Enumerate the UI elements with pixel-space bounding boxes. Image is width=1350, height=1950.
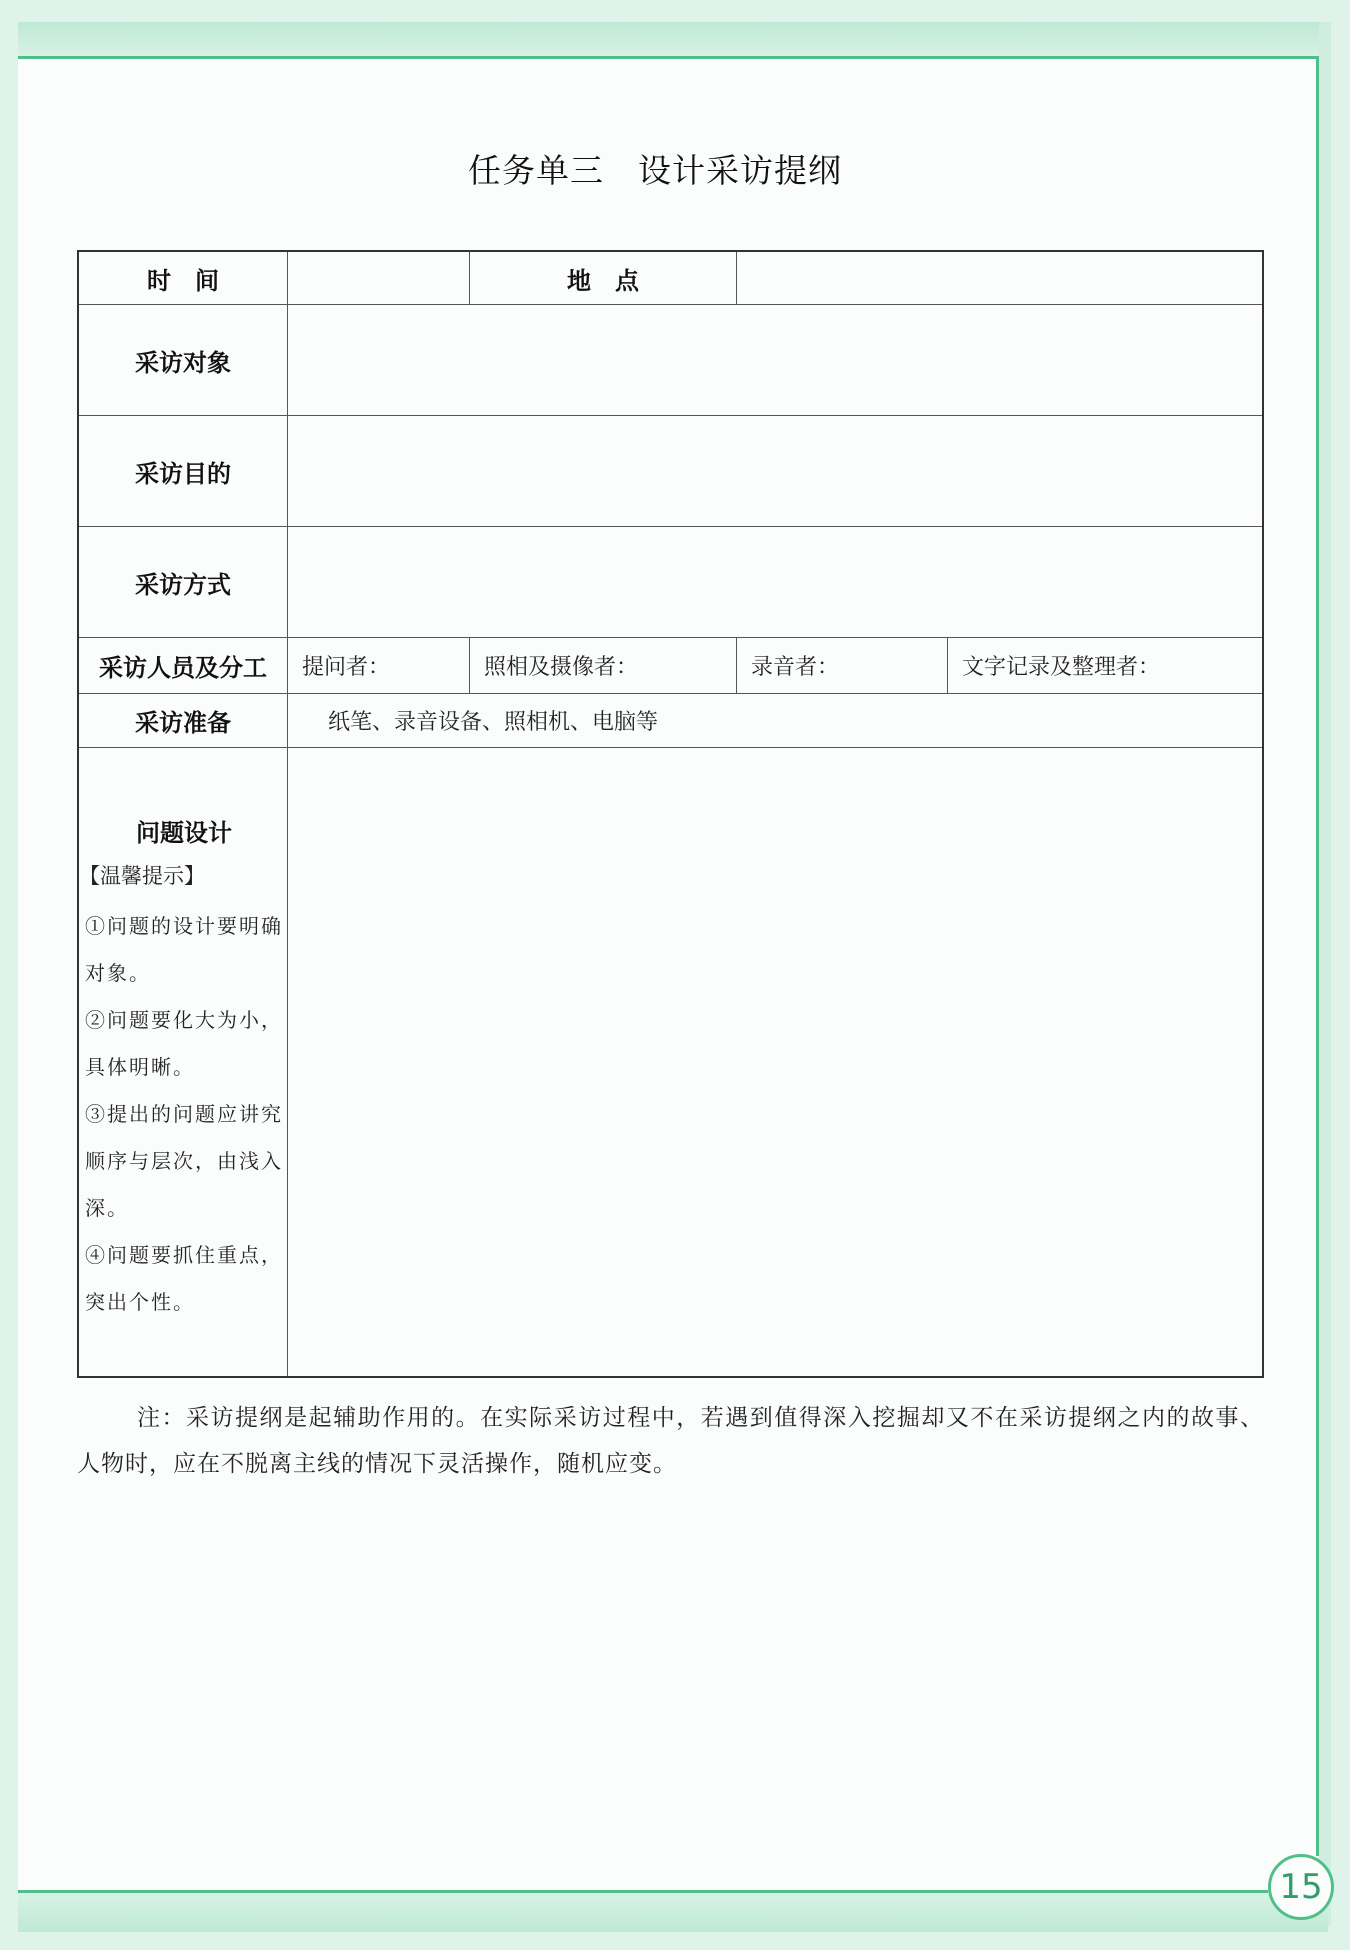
tip-item: ④问题要抓住重点，突出个性。 [85,1243,283,1314]
prep-value: 纸笔、录音设备、照相机、电脑等 [328,710,659,735]
title-part-2: 设计采访提纲 [638,151,842,190]
method-label: 采访方式 [135,570,231,599]
questions-field[interactable] [288,748,1262,1376]
top-decorative-band [18,22,1328,58]
tips-title: 【温馨提示】 [79,864,205,888]
place-label: 地 点 [567,266,639,295]
prep-label: 采访准备 [135,709,231,737]
questions-label: 问题设计 [136,819,232,847]
role-recorder[interactable]: 录音者： [751,655,840,680]
title-part-1: 任务单三 [468,151,604,190]
role-note-taker[interactable]: 文字记录及整理者： [962,655,1161,680]
method-field[interactable] [288,527,1262,637]
right-decorative-band [1319,22,1331,1927]
interview-outline-form [77,250,1264,1378]
purpose-field[interactable] [288,416,1262,526]
subject-label: 采访对象 [135,348,231,377]
page-number: 15 [1268,1854,1334,1920]
purpose-label: 采访目的 [135,459,231,488]
time-label: 时 间 [147,266,219,295]
bottom-decorative-band [18,1892,1328,1932]
place-field[interactable] [737,252,1262,304]
tip-item: ②问题要化大为小，具体明晰。 [85,1008,283,1079]
staff-label: 采访人员及分工 [99,654,267,682]
tips-list [85,903,283,1326]
subject-field[interactable] [288,305,1262,415]
bottom-rule [18,1890,1268,1893]
tip-item: ①问题的设计要明确对象。 [85,914,283,985]
page-title [0,145,1310,192]
tip-item: ③提出的问题应讲究顺序与层次，由浅入深。 [85,1102,283,1220]
time-field[interactable] [288,252,469,304]
role-questioner[interactable]: 提问者： [302,655,391,680]
questions-label-cell [79,748,287,1376]
top-rule [18,56,1316,59]
footnote: 注：采访提纲是起辅助作用的。在实际采访过程中，若遇到值得深入挖掘却又不在采访提纲之内的故事、人物时，应在不脱离主线的情况下灵活操作，随机应变。 [77,1405,1264,1477]
role-photographer[interactable]: 照相及摄像者： [484,655,639,680]
